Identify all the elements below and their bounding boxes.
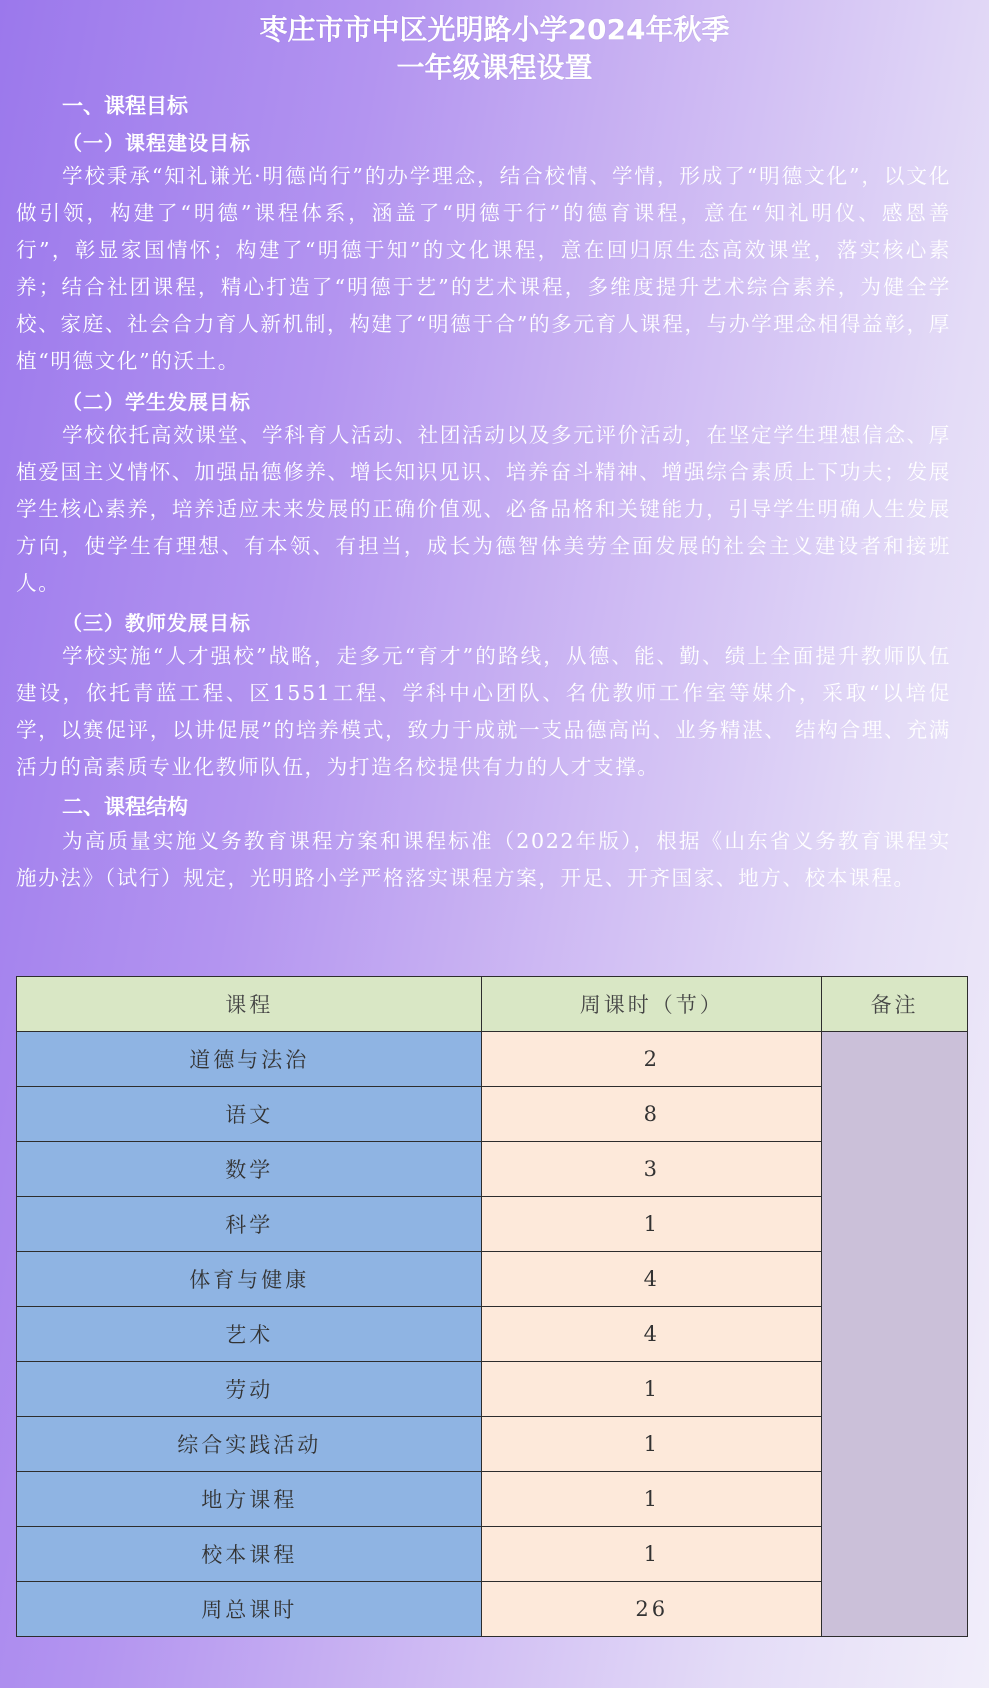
paragraph-teacher-development: 学校实施“人才强校”战略，走多元“育才”的路线，从德、能、勤、绩上全面提升教师队伍建设，依托青蓝工程、区1551工程、学科中心团队、名优教师工作室等媒介，采取“以培促学，以赛促评，以讲促展”的培养模式，致力于成就一支品德高尚、业务精湛、 结构合理、充满活力的高素质专业化教师队伍，为打造名校提供有力的人才支撑。 — [16, 644, 951, 779]
weekly-hours-cell: 1 — [482, 1527, 822, 1582]
header-weekly-hours: 周课时（节） — [482, 977, 822, 1032]
document-title-line-1: 枣庄市市中区光明路小学2024年秋季 — [259, 13, 730, 46]
course-name-cell: 校本课程 — [17, 1527, 482, 1582]
document-title-line-2: 一年级课程设置 — [396, 51, 593, 84]
course-name-cell: 劳动 — [17, 1362, 482, 1417]
table-row — [17, 1032, 968, 1087]
course-name-cell: 科学 — [17, 1197, 482, 1252]
weekly-hours-cell: 1 — [482, 1472, 822, 1527]
course-schedule-table — [16, 976, 968, 1637]
subheading-student-development: （二）学生发展目标 — [62, 390, 251, 414]
course-name-cell: 语文 — [17, 1087, 482, 1142]
section-heading-course-goals: 一、课程目标 — [62, 94, 188, 118]
subheading-course-construction: （一）课程建设目标 — [62, 131, 251, 155]
header-note: 备注 — [822, 977, 968, 1032]
paragraph-student-development: 学校依托高效课堂、学科育人活动、社团活动以及多元评价活动，在坚定学生理想信念、厚植爱国主义情怀、加强品德修养、增长知识见识、培养奋斗精神、增强综合素质上下功夫；发展学生核心素养，培养适应未来发展的正确价值观、必备品格和关键能力，引导学生明确人生发展方向，使学生有理想、有本领、有担当，成长为德智体美劳全面发展的社会主义建设者和接班人。 — [16, 423, 951, 595]
weekly-hours-cell: 1 — [482, 1362, 822, 1417]
weekly-hours-cell: 4 — [482, 1307, 822, 1362]
weekly-hours-cell: 2 — [482, 1032, 822, 1087]
course-name-cell: 综合实践活动 — [17, 1417, 482, 1472]
total-hours-cell: 26 — [482, 1582, 822, 1637]
section-heading-course-structure: 二、课程结构 — [62, 795, 188, 819]
course-name-cell: 数学 — [17, 1142, 482, 1197]
course-name-cell: 道德与法治 — [17, 1032, 482, 1087]
course-name-cell: 体育与健康 — [17, 1252, 482, 1307]
weekly-hours-cell: 3 — [482, 1142, 822, 1197]
weekly-hours-cell: 4 — [482, 1252, 822, 1307]
weekly-hours-cell: 8 — [482, 1087, 822, 1142]
paragraph-course-construction: 学校秉承“知礼谦光·明德尚行”的办学理念，结合校情、学情，形成了“明德文化”，以文化做引领，构建了“明德”课程体系，涵盖了“明德于行”的德育课程，意在“知礼明仪、感恩善行”，彰显家国情怀；构建了“明德于知”的文化课程，意在回归原生态高效课堂，落实核心素养；结合社团课程，精心打造了“明德于艺”的艺术课程，多维度提升艺术综合素养，为健全学校、家庭、社会合力育人新机制，构建了“明德于合”的多元育人课程，与办学理念相得益彰，厚植“明德文化”的沃土。 — [16, 164, 951, 373]
weekly-hours-cell: 1 — [482, 1417, 822, 1472]
header-course: 课程 — [17, 977, 482, 1032]
note-cell — [822, 1032, 968, 1637]
course-name-cell: 地方课程 — [17, 1472, 482, 1527]
paragraph-course-structure: 为高质量实施义务教育课程方案和课程标准（2022年版），根据《山东省义务教育课程实施办法》（试行）规定，光明路小学严格落实课程方案，开足、开齐国家、地方、校本课程。 — [16, 829, 951, 890]
subheading-teacher-development: （三）教师发展目标 — [62, 611, 251, 635]
course-name-cell: 艺术 — [17, 1307, 482, 1362]
weekly-hours-cell: 1 — [482, 1197, 822, 1252]
table-header-row — [17, 977, 968, 1032]
total-label-cell: 周总课时 — [17, 1582, 482, 1637]
